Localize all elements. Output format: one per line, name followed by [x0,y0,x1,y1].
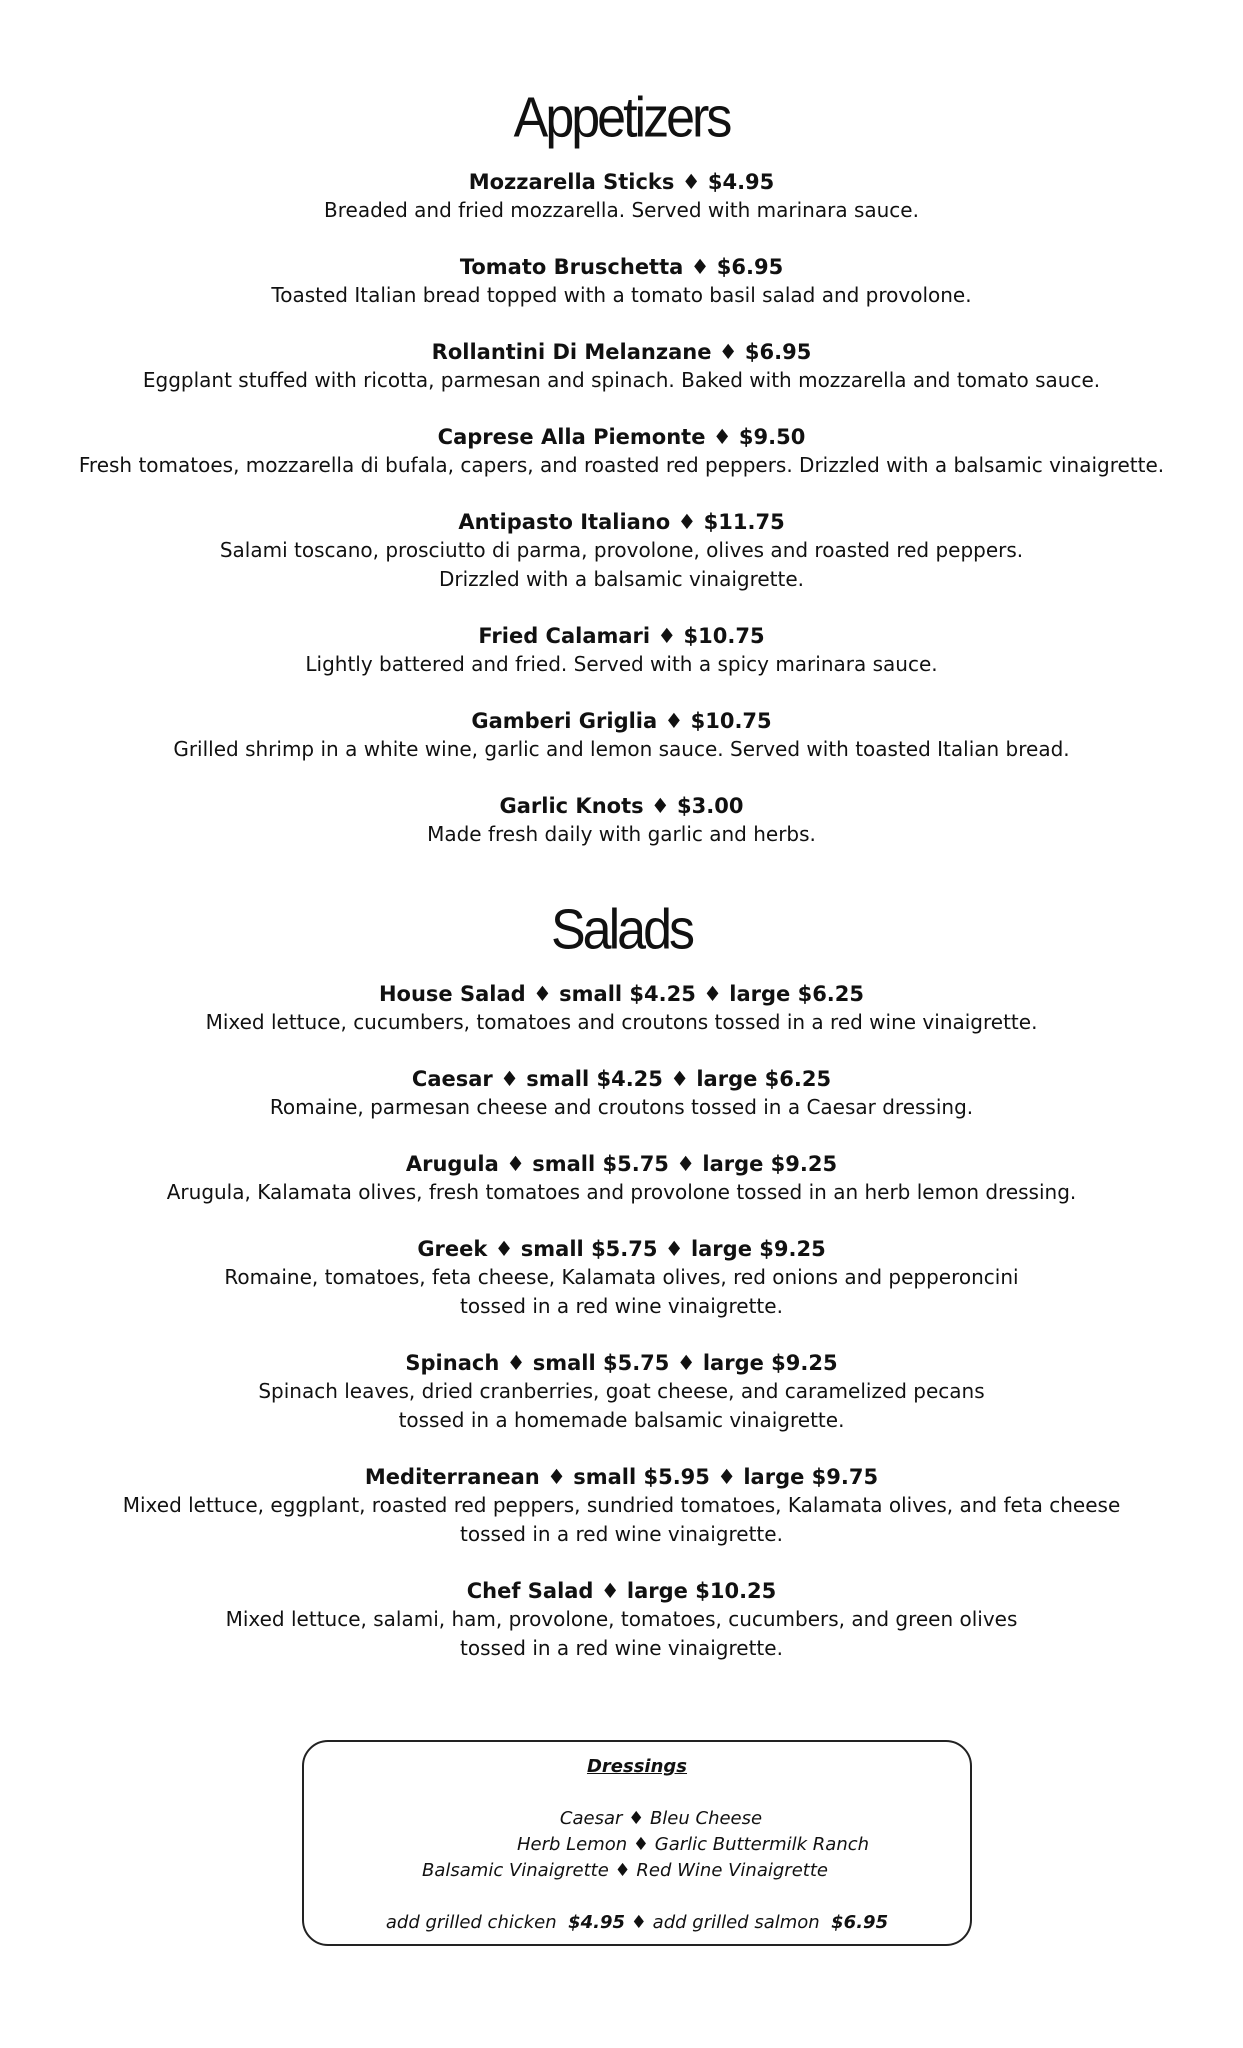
menu-item [0,423,1243,480]
appetizer-list [0,168,1243,877]
menu-item-name-price: Antipasto Italiano ♦ $11.75 [458,510,785,534]
menu-item [0,1463,1243,1549]
salads-heading: Salads [551,898,692,962]
menu-item-name-price: Greek ♦ small $5.75 ♦ large $9.25 [417,1237,826,1261]
menu-item-description: Fresh tomatoes, mozzarella di bufala, capers, and roasted red peppers. Drizzled with a balsamic vinaigrette. [78,453,1165,477]
menu-item-description: Spinach leaves, dried cranberries, goat cheese, and caramelized pecans tossed in a homemade balsamic vinaigrette. [258,1379,985,1432]
menu-item-name-price: Chef Salad ♦ large $10.25 [466,1579,777,1603]
menu-item-description: Romaine, parmesan cheese and croutons tossed in a Caesar dressing. [269,1095,974,1119]
menu-item-description: Salami toscano, prosciutto di parma, provolone, olives and roasted red peppers. Drizzled with a balsamic vinaigrette. [219,538,1024,591]
menu-item-name-price: Mozzarella Sticks ♦ $4.95 [468,170,775,194]
menu-item-name-price: Caprese Alla Piemonte ♦ $9.50 [437,425,806,449]
menu-item-description: Toasted Italian bread topped with a tomato basil salad and provolone. [271,283,972,307]
addon-chicken-label: add grilled chicken [385,1912,557,1933]
menu-item-name-price: House Salad ♦ small $4.25 ♦ large $6.25 [378,982,865,1006]
menu-item [0,168,1243,225]
menu-item-description: Mixed lettuce, cucumbers, tomatoes and croutons tossed in a red wine vinaigrette. [205,1010,1038,1034]
menu-item-name-price: Tomato Bruschetta ♦ $6.95 [459,255,784,279]
dressing-options-line: Herb Lemon ♦ Garlic Buttermilk Ranch [516,1834,870,1855]
menu-item-name-price: Rollantini Di Melanzane ♦ $6.95 [431,340,812,364]
menu-item [0,1577,1243,1663]
menu-item [0,707,1243,764]
menu-item [0,792,1243,849]
menu-item [0,1235,1243,1321]
menu-item-name-price: Arugula ♦ small $5.75 ♦ large $9.25 [405,1152,838,1176]
menu-item-description: Breaded and fried mozzarella. Served with marinara sauce. [324,198,919,222]
menu-item [0,1349,1243,1435]
menu-item-description: Mixed lettuce, eggplant, roasted red peppers, sundried tomatoes, Kalamata olives, and feta cheese tossed in a red wine vinaigrette. [122,1493,1121,1546]
menu-item [0,253,1243,310]
menu-item-name-price: Gamberi Griglia ♦ $10.75 [471,709,772,733]
dressings-heading: Dressings [586,1756,688,1777]
menu-item [0,1065,1243,1122]
menu-item-name-price: Mediterranean ♦ small $5.95 ♦ large $9.75 [364,1465,879,1489]
dressings-box [302,1740,972,1946]
menu-item [0,1150,1243,1207]
menu-item-description: Eggplant stuffed with ricotta, parmesan and spinach. Baked with mozzarella and tomato sauce. [142,368,1101,392]
addon-salmon-price: $6.95 [831,1912,889,1933]
menu-item-description: Made fresh daily with garlic and herbs. [427,822,816,846]
addon-salmon-label: add grilled salmon [652,1912,820,1933]
menu-item-description: Arugula, Kalamata olives, fresh tomatoes and provolone tossed in an herb lemon dressing. [166,1180,1077,1204]
addon-chicken-price: $4.95 [568,1912,626,1933]
appetizers-heading: Appetizers [513,86,730,150]
addon-separator: ♦ [630,1912,647,1933]
protein-addons-line [304,1910,970,1936]
menu-item-name-price: Garlic Knots ♦ $3.00 [499,794,744,818]
menu-item [0,980,1243,1037]
menu-item-description: Romaine, tomatoes, feta cheese, Kalamata olives, red onions and pepperoncini tossed in a red wine vinaigrette. [224,1265,1019,1318]
menu-item [0,508,1243,594]
dressing-options-line: Caesar ♦ Bleu Cheese [559,1808,763,1829]
menu-item-name-price: Fried Calamari ♦ $10.75 [478,624,765,648]
menu-item-description: Grilled shrimp in a white wine, garlic and lemon sauce. Served with toasted Italian bread. [173,737,1070,761]
dressing-options-line: Balsamic Vinaigrette ♦ Red Wine Vinaigrette [422,1860,828,1881]
menu-item-description: Lightly battered and fried. Served with a spicy marinara sauce. [305,652,938,676]
menu-item [0,622,1243,679]
menu-item [0,338,1243,395]
menu-item-description: Mixed lettuce, salami, ham, provolone, tomatoes, cucumbers, and green olives tossed in a red wine vinaigrette. [225,1607,1018,1660]
menu-item-name-price: Spinach ♦ small $5.75 ♦ large $9.25 [405,1351,838,1375]
menu-item-name-price: Caesar ♦ small $4.25 ♦ large $6.25 [411,1067,832,1091]
salad-list [0,980,1243,1691]
